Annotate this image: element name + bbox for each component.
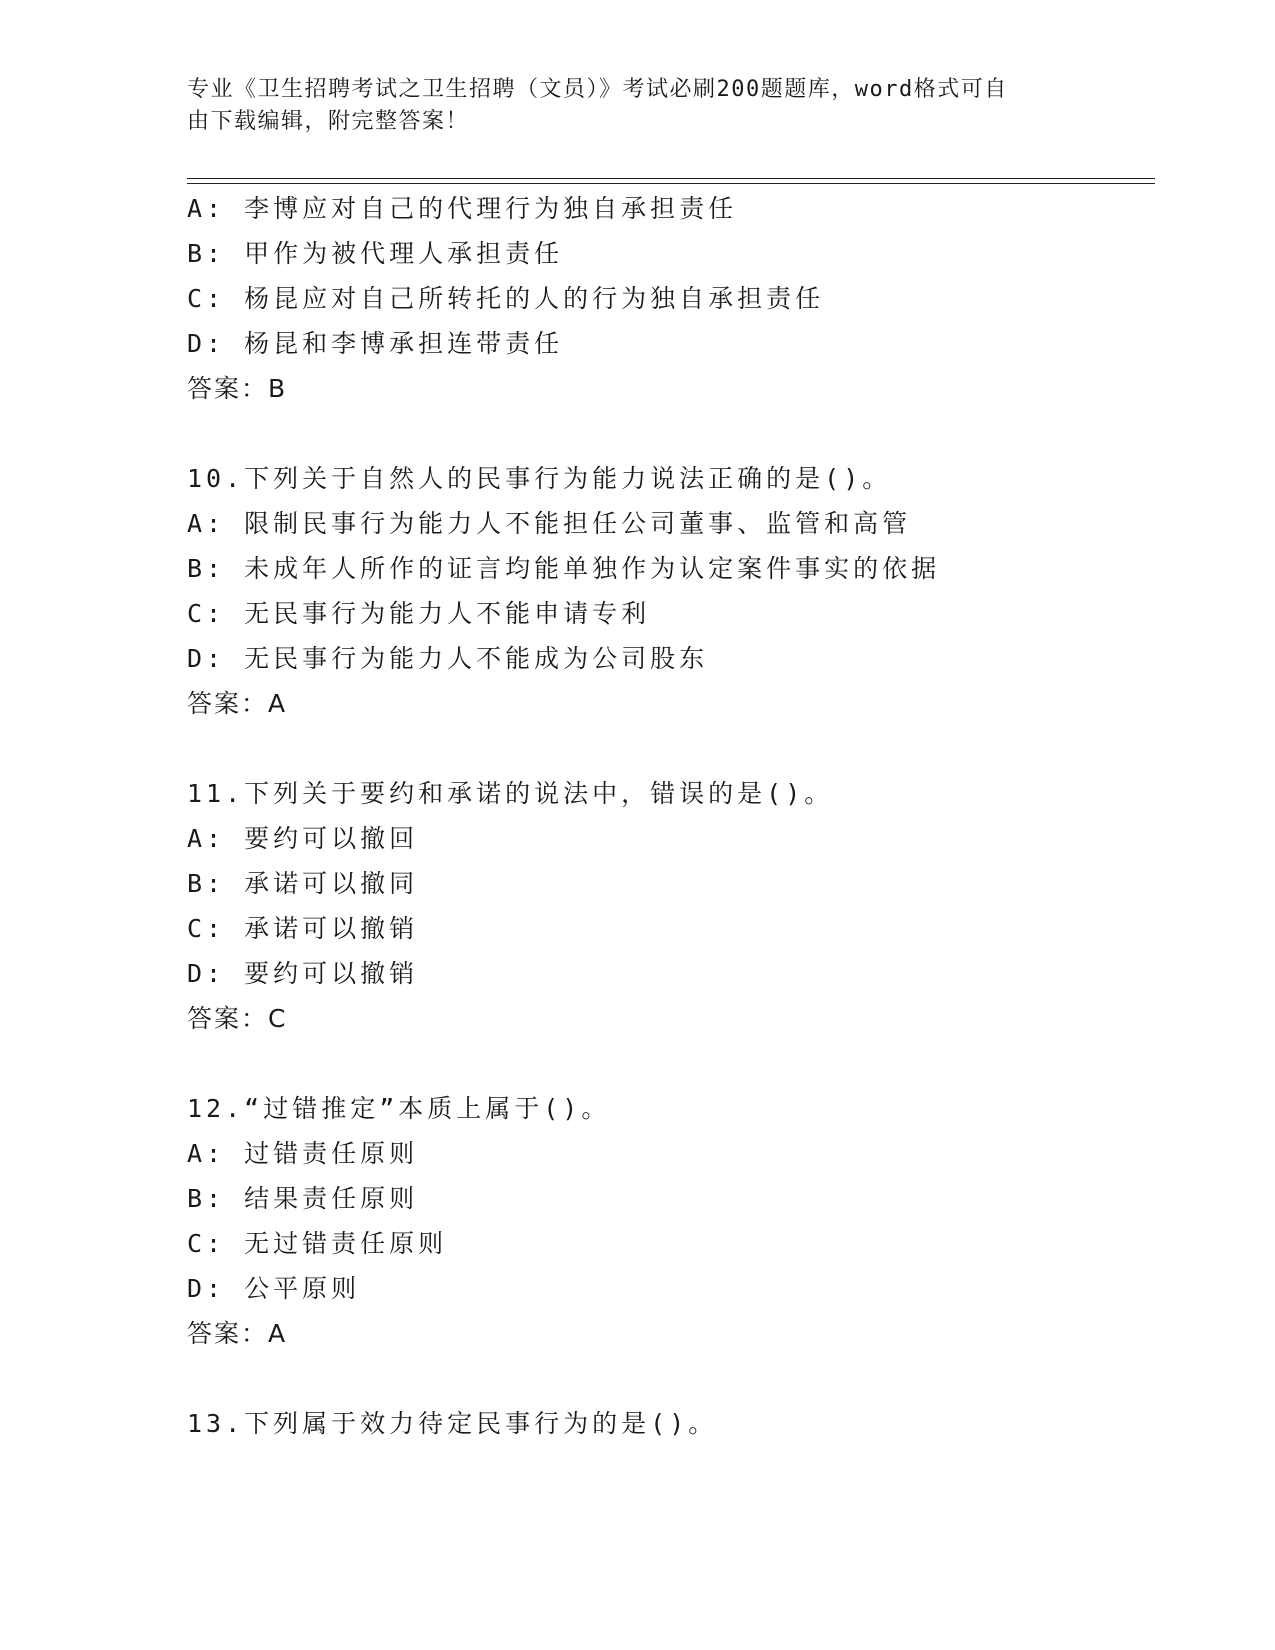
q10-answer: 答案：A (187, 689, 288, 718)
q12-option-b: B: 结果责任原则 (187, 1184, 419, 1213)
q11-answer: 答案：C (187, 1004, 288, 1033)
q10-option-a: A: 限制民事行为能力人不能担任公司董事、监管和高管 (187, 509, 912, 538)
q10-option-d: D: 无民事行为能力人不能成为公司股东 (187, 644, 709, 673)
q11-question: 11.下列关于要约和承诺的说法中，错误的是()。 (187, 779, 834, 808)
header-line-2: 由下载编辑，附完整答案！ (187, 109, 470, 134)
q12-answer: 答案：A (187, 1319, 288, 1348)
q11-option-a: A: 要约可以撤回 (187, 824, 419, 853)
header-divider-top (187, 178, 1155, 179)
q9-answer: 答案：B (187, 374, 288, 403)
q10-option-b: B: 未成年人所作的证言均能单独作为认定案件事实的依据 (187, 554, 941, 583)
q9-option-c: C: 杨昆应对自己所转托的人的行为独自承担责任 (187, 284, 825, 313)
document-header (187, 74, 1067, 138)
header-line-1: 专业《卫生招聘考试之卫生招聘（文员）》考试必刷200题题库，word格式可自 (187, 77, 1008, 102)
q12-option-d: D: 公平原则 (187, 1274, 361, 1303)
q11-option-b: B: 承诺可以撤同 (187, 869, 419, 898)
header-divider-bottom (187, 183, 1155, 184)
q11-option-d: D: 要约可以撤销 (187, 959, 419, 988)
q9-option-d: D: 杨昆和李博承担连带责任 (187, 329, 564, 358)
q13-question: 13.下列属于效力待定民事行为的是()。 (187, 1409, 718, 1438)
q12-question: 12.“过错推定”本质上属于()。 (187, 1094, 611, 1123)
q9-option-a: A: 李博应对自己的代理行为独自承担责任 (187, 194, 738, 223)
q10-option-c: C: 无民事行为能力人不能申请专利 (187, 599, 651, 628)
q10-question: 10.下列关于自然人的民事行为能力说法正确的是()。 (187, 464, 892, 493)
q12-option-c: C: 无过错责任原则 (187, 1229, 448, 1258)
q9-option-b: B: 甲作为被代理人承担责任 (187, 239, 564, 268)
q11-option-c: C: 承诺可以撤销 (187, 914, 419, 943)
q12-option-a: A: 过错责任原则 (187, 1139, 419, 1168)
